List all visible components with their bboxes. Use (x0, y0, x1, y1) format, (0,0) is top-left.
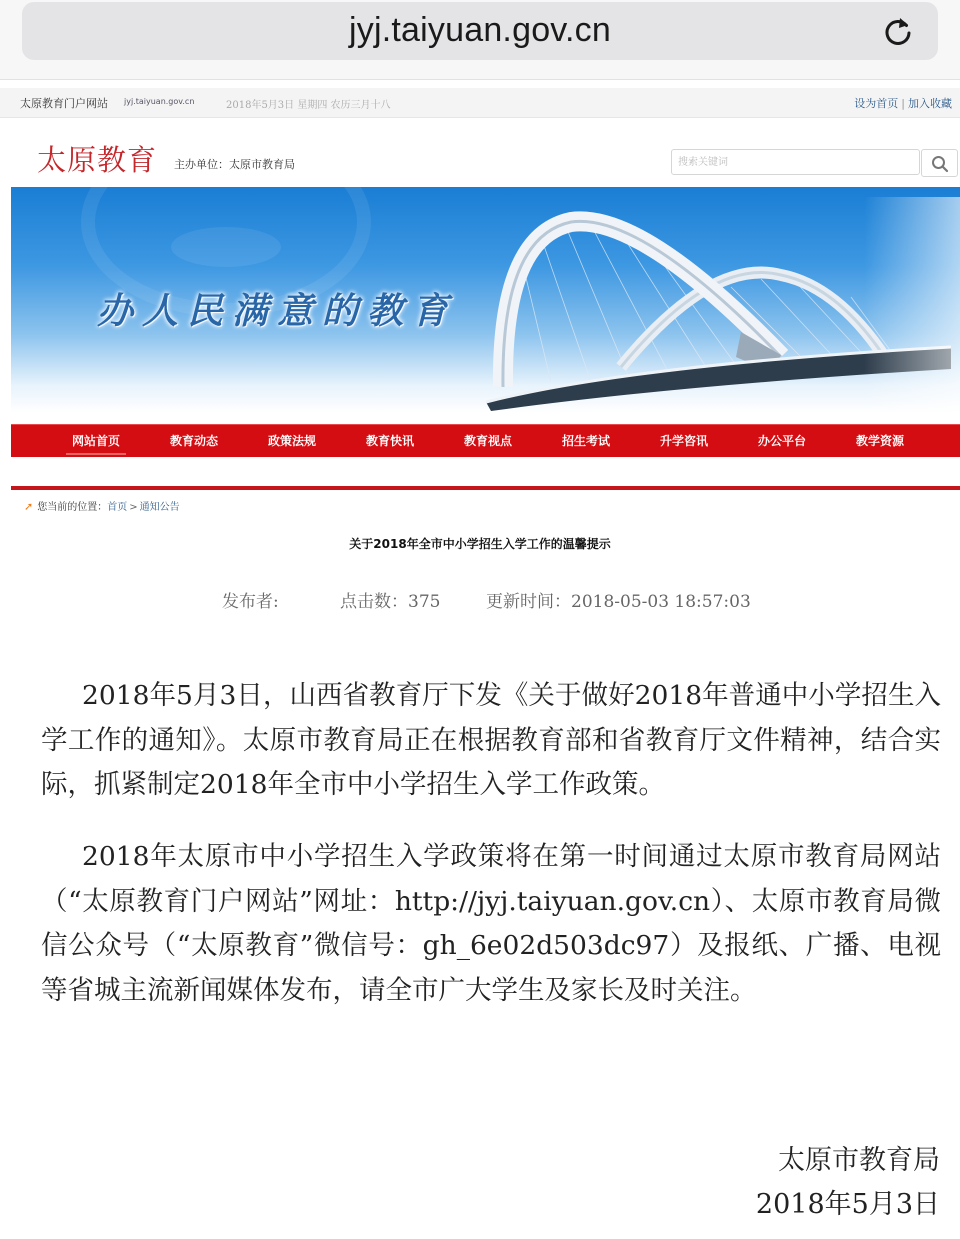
click-count-value: 375 (408, 592, 441, 612)
article-paragraph (41, 674, 941, 808)
banner-decoration (171, 227, 281, 267)
site-name: 太原教育门户网站 (20, 97, 108, 110)
paragraph-text: 2018年5月3日，山西省教育厅下发《关于做好2018年普通中小学招生入学工作的通知》。太原市教育局正在根据教育部和省教育厅文件精神，结合实际，抓紧制定2018年全市中小学招生入学工作政策。 (41, 680, 941, 800)
update-time (486, 587, 751, 612)
article-title: 关于2018年全市中小学招生入学工作的温馨提示 (349, 537, 611, 551)
hero-banner (11, 187, 960, 413)
current-date: 2018年5月3日 星期四 农历三月十八 (226, 100, 391, 111)
nav-item-viewpoints[interactable]: 教育视点 (464, 434, 513, 448)
address-bar[interactable] (22, 2, 938, 60)
article-paragraph (41, 835, 941, 1013)
nav-item-policies[interactable]: 政策法规 (268, 434, 317, 448)
site-header (0, 118, 960, 188)
nav-item-further-study[interactable]: 升学咨讯 (660, 434, 709, 448)
nav-item-admissions[interactable]: 招生考试 (562, 434, 611, 448)
main-nav (11, 424, 960, 457)
search-button[interactable] (921, 149, 958, 177)
click-count-label: 点击数： (340, 592, 408, 612)
nav-item-home[interactable]: 网站首页 (72, 434, 121, 448)
nav-item-education-news[interactable]: 教育动态 (170, 434, 219, 448)
breadcrumb-notices[interactable]: 通知公告 (139, 502, 180, 513)
search-input[interactable] (672, 151, 919, 175)
site-topbar (0, 88, 960, 118)
breadcrumb (24, 498, 180, 513)
signature-org: 太原市教育局 (778, 1145, 940, 1176)
url-text[interactable]: jyj.taiyuan.gov.cn (349, 11, 611, 49)
bridge-image (481, 197, 960, 413)
search-icon (931, 155, 949, 173)
add-bookmark-link[interactable]: 加入收藏 (908, 97, 952, 110)
search-field[interactable] (671, 149, 920, 175)
click-count (340, 587, 440, 612)
sponsor-text: 主办单位：太原市教育局 (174, 158, 295, 171)
banner-motto: 办人民满意的教育 (97, 290, 458, 332)
nav-item-office[interactable]: 办公平台 (758, 434, 807, 448)
section-divider (11, 486, 960, 490)
breadcrumb-home[interactable]: 首页 (107, 502, 128, 513)
arrow-icon: ➚ (24, 500, 34, 513)
link-separator: | (901, 97, 905, 110)
breadcrumb-separator: > (129, 502, 138, 513)
browser-toolbar (0, 0, 960, 80)
publisher-label: 发布者: (222, 592, 279, 612)
breadcrumb-prefix: 您当前的位置： (37, 502, 108, 513)
signature-date: 2018年5月3日 (755, 1189, 940, 1220)
site-logo[interactable]: 太原教育 (37, 143, 158, 177)
nav-item-news-flash[interactable]: 教育快讯 (366, 434, 415, 448)
reload-icon[interactable] (878, 12, 918, 52)
set-homepage-link[interactable]: 设为首页 (854, 97, 899, 110)
topbar-links (854, 95, 952, 111)
nav-item-resources[interactable]: 教学资源 (856, 434, 905, 448)
update-time-label: 更新时间： (486, 592, 571, 612)
paragraph-text: 2018年太原市中小学招生入学政策将在第一时间通过太原市教育局网站（“太原教育门户网站”网址：http://jyj.taiyuan.gov.cn）、太原市教育局微信公众号（“太原教育”微信号：gh_6e02d503dc97）及报纸、广播、电视等省城主流新闻媒体发布，请全市广大学生及家长及时关注。 (41, 841, 941, 1006)
update-time-value: 2018-05-03 18:57:03 (571, 592, 751, 612)
site-domain: jyj.taiyuan.gov.cn (124, 97, 195, 106)
